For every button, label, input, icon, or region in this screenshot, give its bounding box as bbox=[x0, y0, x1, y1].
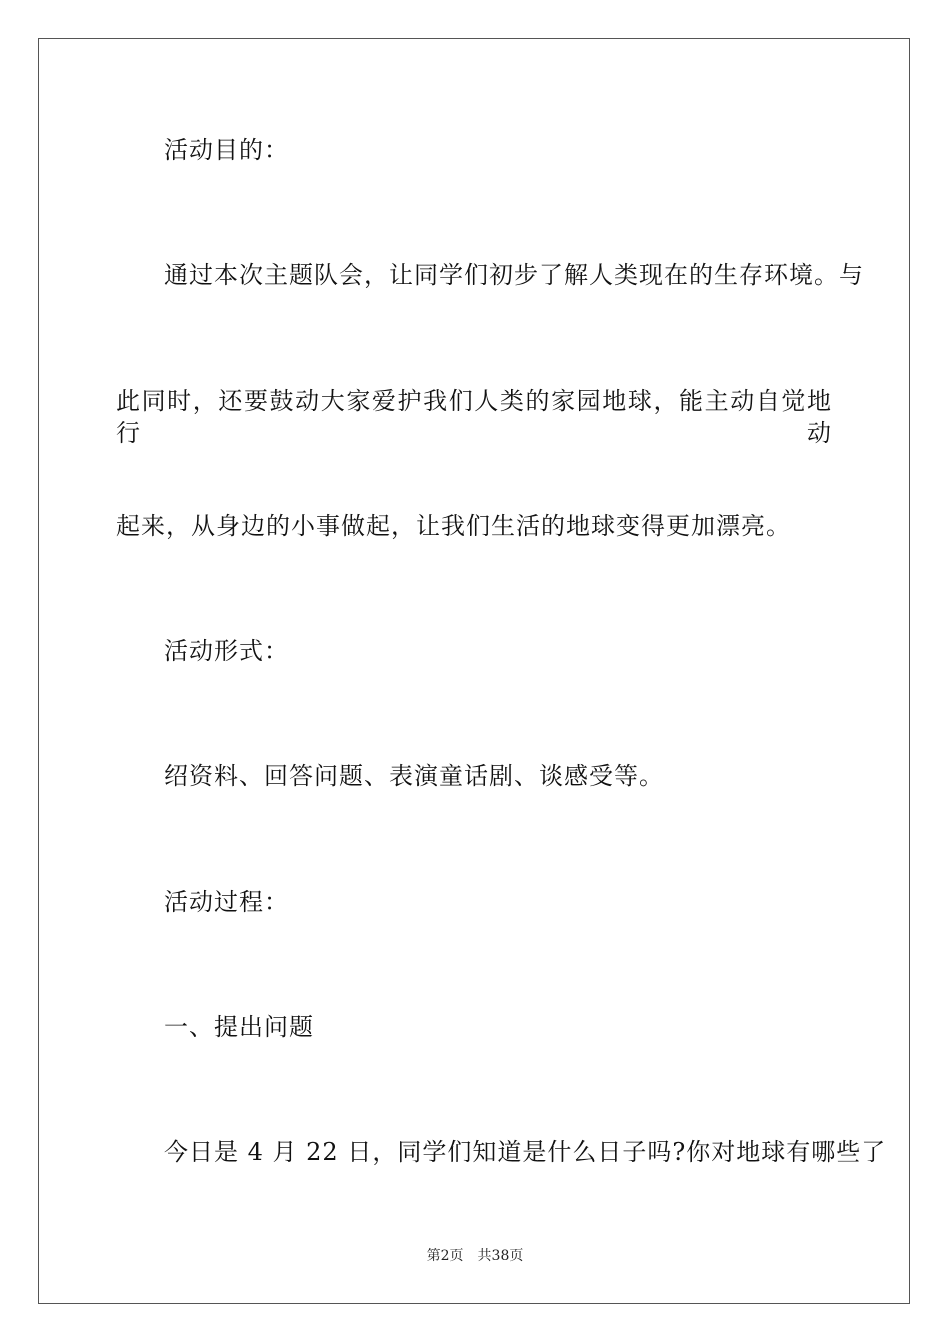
paragraph-line-1: 通过本次主题队会，让同学们初步了解人类现在的生存环境。与 bbox=[164, 261, 864, 289]
paragraph-line-3: 起来，从身边的小事做起，让我们生活的地球变得更加漂亮。 bbox=[116, 512, 791, 540]
paragraph-question-line: 今日是 4 月 22 日，同学们知道是什么日子吗?你对地球有哪些了 bbox=[164, 1138, 887, 1166]
heading-activity-form: 活动形式： bbox=[164, 637, 289, 665]
page-border bbox=[38, 38, 910, 1304]
heading-activity-purpose: 活动目的： bbox=[164, 136, 289, 164]
page-number: 第2页 bbox=[426, 1248, 464, 1264]
paragraph-line-2: 此同时，还要鼓动大家爱护我们人类的家园地球，能主动自觉地行动 bbox=[116, 387, 832, 447]
heading-activity-process: 活动过程： bbox=[164, 888, 289, 916]
page-footer bbox=[0, 1246, 950, 1266]
page-total: 共38页 bbox=[477, 1248, 524, 1264]
activity-form-text: 绍资料、回答问题、表演童话剧、谈感受等。 bbox=[164, 762, 664, 790]
section-heading-raise-questions: 一、提出问题 bbox=[164, 1013, 314, 1041]
